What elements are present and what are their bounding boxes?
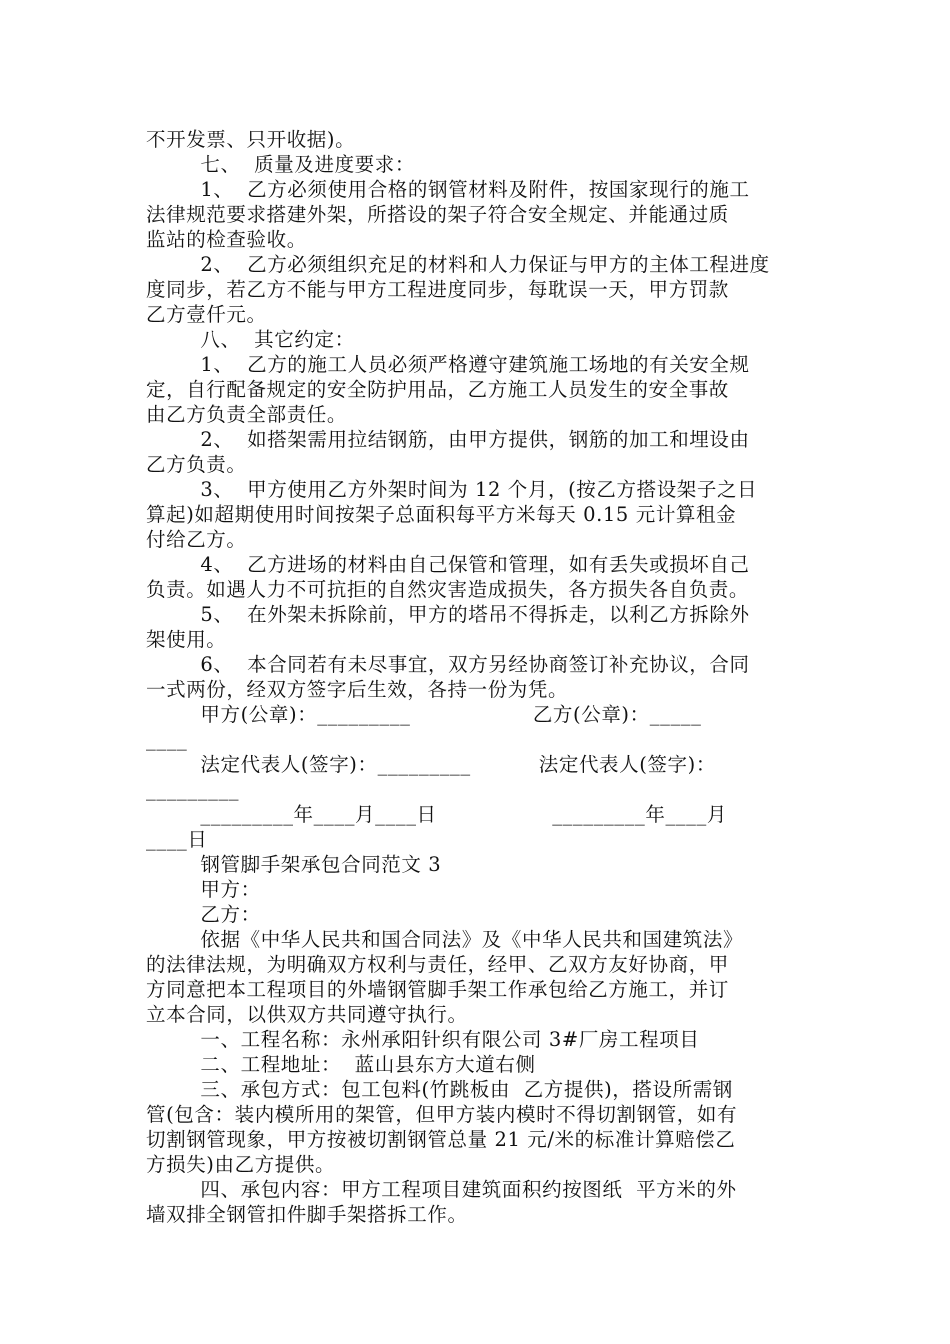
text-line: 1、 乙方必须使用合格的钢管材料及附件，按国家现行的施工 [146, 178, 750, 201]
text-line: 一、工程名称：永州承阳针织有限公司 3#厂房工程项目 [146, 1028, 700, 1051]
text-line: 3、 甲方使用乙方外架时间为 12 个月，(按乙方搭设架子之日 [146, 478, 758, 501]
date-line: _________年____月____日 _________年____月 [146, 803, 727, 826]
text-line: 方同意把本工程项目的外墙钢管脚手架工作承包给乙方施工，并订 [146, 978, 729, 1001]
text-line: 度同步，若乙方不能与甲方工程进度同步，每耽误一天，甲方罚款 [146, 278, 729, 301]
signature-line: ____ [146, 728, 188, 751]
text-line: 1、 乙方的施工人员必须严格遵守建筑施工场地的有关安全规 [146, 353, 750, 376]
text-line: 一式两份，经双方签字后生效，各持一份为凭。 [146, 678, 569, 701]
text-line: 立本合同，以供双方共同遵守执行。 [146, 1003, 468, 1026]
text-line: 2、 乙方必须组织充足的材料和人力保证与甲方的主体工程进度 [146, 253, 770, 276]
text-line: 切割钢管现象，甲方按被切割钢管总量 21 元/米的标准计算赔偿乙 [146, 1128, 736, 1151]
text-line: 管(包含：装内模所用的架管，但甲方装内模时不得切割钢管，如有 [146, 1103, 738, 1126]
party-a-label: 甲方： [146, 878, 261, 901]
text-line: 依据《中华人民共和国合同法》及《中华人民共和国建筑法》 [146, 928, 744, 951]
text-line: 由乙方负责全部责任。 [146, 403, 348, 426]
text-line: 墙双排全钢管扣件脚手架搭拆工作。 [146, 1203, 468, 1226]
text-line: 5、 在外架未拆除前，甲方的塔吊不得拆走，以利乙方拆除外 [146, 603, 750, 626]
text-line: 6、 本合同若有未尽事宜，双方另经协商签订补充协议，合同 [146, 653, 750, 676]
text-line: 不开发票、只开收据)。 [146, 128, 356, 151]
text-line: 定，自行配备规定的安全防护用品，乙方施工人员发生的安全事故 [146, 378, 729, 401]
text-line: 二、工程地址： 蓝山县东方大道右侧 [146, 1053, 536, 1076]
signature-line: 甲方(公章)：_________ 乙方(公章)：_____ [146, 703, 702, 726]
text-line: 四、承包内容：甲方工程项目建筑面积约按图纸 平方米的外 [146, 1178, 737, 1201]
text-line: 负责。如遇人力不可抗拒的自然灾害造成损失，各方损失各自负责。 [146, 578, 750, 601]
signature-line: _________ [146, 778, 240, 801]
text-line: 方损失)由乙方提供。 [146, 1153, 336, 1176]
text-line: 2、 如搭架需用拉结钢筋，由甲方提供，钢筋的加工和埋设由 [146, 428, 750, 451]
section-heading: 八、 其它约定： [146, 328, 355, 351]
text-line: 三、承包方式：包工包料(竹跳板由 乙方提供)，搭设所需钢 [146, 1078, 733, 1101]
text-line: 的法律法规，为明确双方权利与责任，经甲、乙双方友好协商，甲 [146, 953, 729, 976]
text-line: 架使用。 [146, 628, 227, 651]
party-b-label: 乙方： [146, 903, 261, 926]
text-line: 乙方壹仟元。 [146, 303, 267, 326]
date-line: ____日 [146, 828, 208, 851]
text-line: 监站的检查验收。 [146, 228, 307, 251]
signature-line: 法定代表人(签字)：_________ 法定代表人(签字)： [146, 753, 716, 776]
text-line: 乙方负责。 [146, 453, 247, 476]
text-line: 法律规范要求搭建外架，所搭设的架子符合安全规定、并能通过质 [146, 203, 729, 226]
text-line: 4、 乙方进场的材料由自己保管和管理，如有丢失或损坏自己 [146, 553, 750, 576]
text-line: 付给乙方。 [146, 528, 247, 551]
document-title: 钢管脚手架承包合同范文 3 [146, 853, 442, 876]
section-heading: 七、 质量及进度要求： [146, 153, 415, 176]
text-line: 算起)如超期使用时间按架子总面积每平方米每天 0.15 元计算租金 [146, 503, 737, 526]
